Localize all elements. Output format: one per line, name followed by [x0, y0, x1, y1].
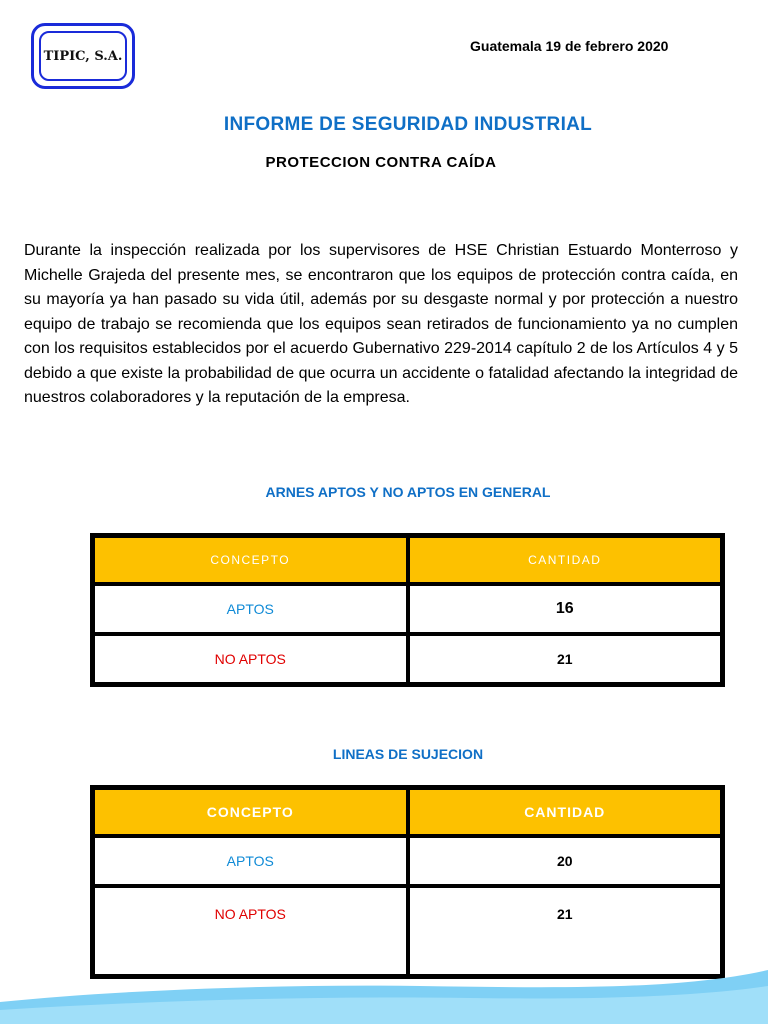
- row-concepto: NO APTOS: [93, 634, 408, 684]
- header-cantidad: CANTIDAD: [408, 788, 723, 836]
- row-cantidad: 20: [408, 836, 723, 886]
- header-concepto: CONCEPTO: [93, 788, 408, 836]
- row-concepto: NO APTOS: [93, 886, 408, 976]
- logo-inner-frame: [39, 31, 127, 81]
- row-concepto: APTOS: [93, 584, 408, 634]
- document-subtitle: PROTECCION CONTRA CAÍDA: [265, 154, 497, 171]
- row-cantidad: 21: [408, 634, 723, 684]
- row-cantidad: 21: [408, 886, 723, 976]
- decorative-wave: [0, 960, 768, 1024]
- row-concepto: APTOS: [93, 836, 408, 886]
- lineas-table: [90, 785, 725, 979]
- header-concepto: CONCEPTO: [93, 536, 408, 584]
- table-row: [93, 584, 722, 634]
- intro-paragraph: Durante la inspección realizada por los supervisores de HSE Christian Estuardo Monterroso y Michelle Grajeda del presente mes, se encontraron que los equipos de protección contra caída, en su mayoría ya han pasado su vida útil, además por su desgaste normal y por protección a nuestro equipo de trabajo se recomienda que los equipos sean retirados de funcionamiento ya no cumplen con los requisitos establecidos por el acuerdo Gubernativo 229-2014 capítulo 2 de los Artículos 4 y 5 debido a que existe la probabilidad de que ocurra un accidente o fatalidad afectando la integridad de nuestros colaboradores y la reputación de la empresa.: [24, 242, 738, 406]
- table2-title: LINEAS DE SUJECION: [332, 746, 484, 762]
- header-cantidad: CANTIDAD: [408, 536, 723, 584]
- row-cantidad: 16: [408, 584, 723, 634]
- table-row: [93, 836, 722, 886]
- document-title: INFORME DE SEGURIDAD INDUSTRIAL: [223, 114, 593, 135]
- table-header-row: [93, 788, 722, 836]
- table1-title: ARNES APTOS Y NO APTOS EN GENERAL: [265, 484, 551, 500]
- table-row: [93, 634, 722, 684]
- logo-text: TIPIC, S.A.: [43, 48, 123, 64]
- company-logo: [31, 23, 135, 89]
- document-date: Guatemala 19 de febrero 2020: [470, 38, 669, 54]
- table-header-row: [93, 536, 722, 584]
- arnes-table: [90, 533, 725, 687]
